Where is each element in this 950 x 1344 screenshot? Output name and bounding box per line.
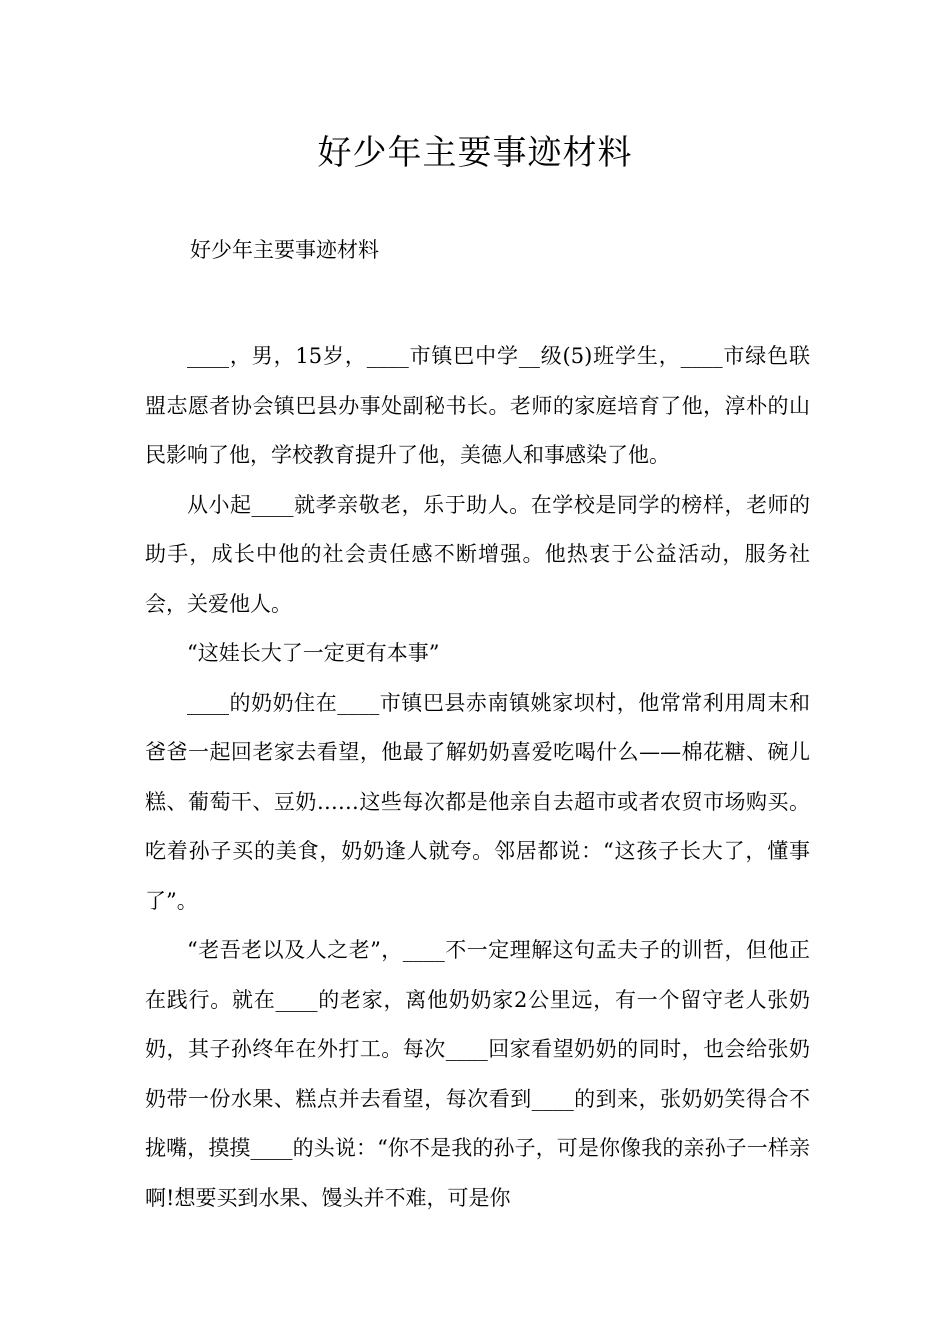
document-body: [145, 332, 810, 1223]
document-subtitle: 好少年主要事迹材料: [190, 238, 379, 262]
paragraph-filial: 从小起____就孝亲敬老，乐于助人。在学校是同学的榜样，老师的助手，成长中他的社会责任感不断增强。他热衷于公益活动，服务社会，关爱他人。: [145, 492, 810, 616]
paragraph-quote-heading: “这娃长大了一定更有本事”: [187, 641, 440, 665]
paragraph-neighbor-elder: “老吾老以及人之老”，____不一定理解这句孟夫子的训哲，但他正在践行。就在____的老家，离他奶奶家2公里远，有一个留守老人张奶奶，其子孙终年在外打工。每次____回家看望奶奶的同时，也会给张奶奶带一份水果、糕点并去看望，每次看到____的到来，张奶奶笑得合不拢嘴，摸摸____的头说：“你不是我的孙子，可是你像我的亲孙子一样亲啊!想要买到水果、馒头并不难，可是你: [145, 938, 810, 1210]
paragraph-grandmother: ____的奶奶住在____市镇巴县赤南镇姚家坝村，他常常利用周末和爸爸一起回老家去看望，他最了解奶奶喜爱吃喝什么——棉花糖、碗儿糕、葡萄干、豆奶……这些每次都是他亲自去超市或者农贸市场购买。吃着孙子买的美食，奶奶逢人就夸。邻居都说：“这孩子长大了，懂事了”。: [145, 690, 810, 913]
paragraph-intro: ____，男，15岁，____市镇巴中学__级(5)班学生，____市绿色联盟志愿者协会镇巴县办事处副秘书长。老师的家庭培育了他，淳朴的山民影响了他，学校教育提升了他，美德人和事感染了他。: [145, 344, 810, 467]
document-title: 好少年主要事迹材料: [317, 133, 633, 173]
